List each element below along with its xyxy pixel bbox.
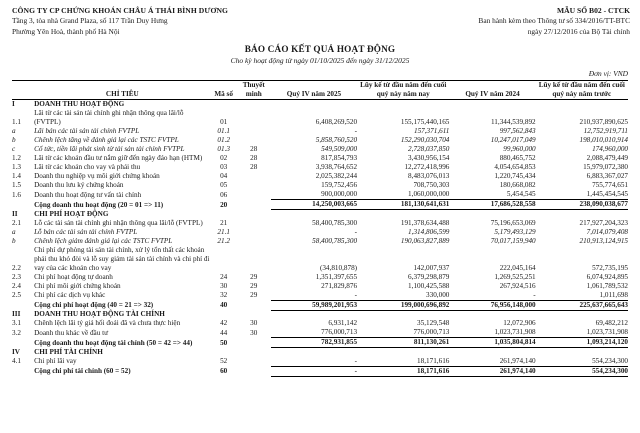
row-q4-current: 58,400,785,300: [312, 236, 358, 245]
row-ytd-prior: 572,735,195: [592, 263, 628, 272]
row-ytd-current: 18,171,616: [357, 366, 449, 376]
row-ytd-current: 191,378,634,488: [400, 218, 450, 227]
row-ytd-prior: 238,090,038,677: [536, 200, 628, 210]
row-indicator: Doanh thu nghiệp vụ môi giới chứng khoán: [34, 172, 160, 181]
row-q4-current: 271,829,876: [321, 281, 358, 290]
row-note: [237, 348, 271, 357]
table-row: [12, 246, 628, 273]
table-row: [12, 237, 628, 246]
row-q4-prior: 12,072,906: [503, 319, 536, 328]
row-ytd-current: [357, 210, 449, 219]
row-q4-current: 59,989,201,953: [271, 300, 357, 310]
table-row: [12, 190, 628, 200]
row-index: II: [12, 209, 18, 218]
row-q4-current: (34,810,878): [319, 263, 358, 272]
row-code: 52: [220, 357, 228, 366]
row-note: [237, 109, 271, 127]
company-block: [12, 6, 312, 37]
row-q4-current: 5,858,760,520: [315, 136, 358, 145]
row-note: [237, 338, 271, 348]
row-ytd-prior: 15,979,072,380: [583, 163, 628, 172]
row-indicator: DOANH THU HOẠT ĐỘNG: [34, 100, 125, 109]
row-ytd-current: 199,000,696,892: [357, 300, 449, 310]
row-index: IV: [12, 347, 20, 356]
row-ytd-prior: 210,937,890,625: [579, 118, 628, 127]
company-address-line-2: Phường Yên Hoà, thành phố Hà Nội: [12, 26, 120, 36]
row-ytd-prior: 554,234,300: [592, 356, 628, 365]
row-ytd-current: 8,483,076,013: [408, 172, 450, 181]
row-ytd-prior: [536, 100, 628, 110]
row-ytd-prior: 1,011,698: [599, 290, 628, 299]
row-indicator: Chi phí các dịch vụ khác: [34, 291, 106, 300]
currency-unit: Đơn vị: VND: [588, 68, 628, 78]
row-ytd-current: 2,728,037,850: [408, 145, 450, 154]
row-note: [237, 210, 271, 219]
table-row: [12, 291, 628, 301]
row-q4-prior: 261,974,140: [499, 356, 536, 365]
row-q4-current: 14,250,003,665: [271, 200, 357, 210]
row-q4-prior: [449, 310, 535, 319]
row-q4-prior: 267,924,516: [499, 281, 536, 290]
row-index: a: [12, 227, 16, 236]
row-note: [237, 100, 271, 110]
row-indicator: DOANH THU HOẠT ĐỘNG TÀI CHÍNH: [34, 310, 165, 319]
row-indicator: Chênh lệch lãi tỷ giá hối đoái đã và chưa thực hiện: [34, 319, 181, 328]
row-note: [237, 219, 271, 228]
row-ytd-current: 190,063,827,889: [400, 236, 450, 245]
row-q4-prior: 880,465,752: [499, 154, 536, 163]
row-code: 24: [220, 272, 228, 281]
row-code: [211, 310, 237, 319]
row-code: 03: [220, 163, 228, 172]
form-block: [340, 6, 630, 37]
row-q4-prior: 222,045,164: [499, 263, 536, 272]
row-q4-prior: 76,956,148,000: [449, 300, 535, 310]
table-row: [12, 210, 628, 219]
row-indicator: Chi phí môi giới chứng khoán: [34, 281, 121, 290]
row-q4-prior: 10,247,017,049: [490, 136, 536, 145]
row-q4-prior: 5,454,545: [506, 190, 536, 199]
row-ytd-prior: 1,061,789,532: [586, 281, 628, 290]
row-note: [237, 181, 271, 190]
table-header-row: [12, 80, 628, 99]
form-issued-circular: Ban hành kèm theo Thông tư số 334/2016/TT-BTC: [478, 16, 630, 26]
form-code: MẪU SỐ B02 - CTCK: [557, 6, 630, 15]
row-index: [12, 338, 34, 348]
row-ytd-prior: 210,913,124,915: [579, 236, 628, 245]
row-index: 2.4: [12, 281, 21, 290]
row-code: 30: [220, 281, 228, 290]
row-ytd-prior: 554,234,300: [536, 366, 628, 376]
row-ytd-current: 1,100,425,588: [408, 281, 450, 290]
row-note: 30: [250, 319, 258, 328]
row-index: a: [12, 127, 16, 136]
table-row: [12, 127, 628, 136]
row-code: 01.2: [217, 136, 230, 145]
row-ytd-prior: [536, 348, 628, 357]
row-indicator: Cộng doanh thu hoạt động (20 = 01 => 11): [34, 200, 164, 209]
row-index: 2.1: [12, 218, 21, 227]
row-ytd-prior: 6,074,924,895: [586, 272, 628, 281]
row-ytd-prior: 217,927,204,323: [579, 218, 628, 227]
row-note: [237, 190, 271, 200]
row-code: 50: [220, 338, 228, 347]
row-ytd-prior: [536, 210, 628, 219]
table-row: [12, 273, 628, 282]
row-ytd-current: 155,175,440,165: [400, 118, 450, 127]
row-q4-prior: 1,023,731,908: [494, 328, 536, 337]
row-index: 2.2: [12, 263, 21, 272]
row-indicator: Doanh thu hoạt động tư vấn tài chính: [34, 190, 142, 199]
table-row: [12, 338, 628, 348]
row-note: [237, 228, 271, 237]
row-q4-prior: 17,686,528,558: [449, 200, 535, 210]
row-q4-current: 3,938,764,652: [315, 163, 358, 172]
table-body: [12, 100, 628, 377]
table-row: [12, 282, 628, 291]
col-q4-current: Quý IV năm 2025: [271, 80, 357, 99]
row-index: [12, 300, 34, 310]
row-index: 1.1: [12, 118, 21, 127]
row-indicator: Lãi từ các khoản đầu tư nắm giữ đến ngày đáo hạn (HTM): [34, 154, 203, 163]
row-q4-current: 6,408,269,520: [315, 118, 358, 127]
report-period: Cho kỳ hoạt động từ ngày 01/10/2025 đến ngày 31/12/2025: [230, 55, 410, 65]
row-indicator: Cộng chi phí hoạt động (40 = 21 => 32): [34, 301, 154, 310]
row-index: 3.1: [12, 319, 21, 328]
row-ytd-current: [357, 100, 449, 110]
row-q4-prior: 99,960,000: [503, 145, 536, 154]
row-code: 01.3: [217, 145, 230, 154]
row-index: 1.2: [12, 154, 21, 163]
row-q4-prior: 261,974,140: [449, 366, 535, 376]
row-ytd-current: 152,290,030,704: [400, 136, 450, 145]
row-indicator: CHI PHÍ TÀI CHÍNH: [34, 347, 103, 356]
row-indicator: Cộng chi phí tài chính (60 = 52): [34, 367, 131, 376]
row-index: 2.5: [12, 291, 21, 300]
row-code: 02: [220, 154, 228, 163]
company-name: CÔNG TY CP CHỨNG KHOÁN CHÂU Á THÁI BÌNH DƯƠNG: [12, 6, 228, 15]
row-code: 21.2: [217, 236, 230, 245]
row-index: b: [12, 236, 16, 245]
col-code: Mã số: [211, 80, 237, 99]
title-block: [0, 44, 640, 65]
row-note: 29: [250, 291, 258, 300]
row-q4-prior: [449, 100, 535, 110]
table-row: [12, 366, 628, 376]
row-ytd-current: 181,130,641,631: [357, 200, 449, 210]
row-q4-current: 1,351,397,655: [315, 272, 358, 281]
row-q4-current: -: [354, 356, 358, 365]
row-indicator: Cộng doanh thu hoạt động tài chính (50 = 42 => 44): [34, 338, 193, 347]
row-indicator: Lỗ các tài sản tài chính ghi nhận thông qua lãi/lỗ (FVTPL): [34, 218, 203, 227]
company-address-line-1: Tầng 3, tòa nhà Grand Plaza, số 117 Trần Duy Hưng: [12, 16, 168, 26]
row-ytd-current: [357, 310, 449, 319]
row-indicator: Chênh lệch giảm đánh giá lại các TSTC FVTPL: [34, 236, 173, 245]
row-q4-current: 782,931,855: [271, 338, 357, 348]
row-note: 29: [250, 281, 258, 290]
row-indicator: Lãi từ các khoản cho vay và phải thu: [34, 163, 141, 172]
row-q4-current: 159,752,456: [321, 181, 358, 190]
row-ytd-prior: 7,014,079,408: [586, 227, 628, 236]
row-ytd-current: 330,000: [426, 290, 450, 299]
row-ytd-current: 3,430,956,154: [408, 154, 450, 163]
row-ytd-prior: 69,482,212: [595, 319, 628, 328]
row-note: 28: [250, 145, 258, 154]
row-index: I: [12, 100, 15, 109]
document-header: [0, 0, 640, 37]
row-q4-current: [271, 348, 357, 357]
row-ytd-current: 18,171,616: [417, 356, 450, 365]
col-indicator: CHỈ TIÊU: [34, 80, 211, 99]
row-ytd-prior: 174,960,000: [592, 145, 628, 154]
row-index: 1.6: [12, 190, 21, 199]
row-ytd-current: 12,272,418,996: [404, 163, 450, 172]
row-q4-current: 58,400,785,300: [312, 218, 358, 227]
row-ytd-prior: 198,010,010,914: [579, 136, 628, 145]
row-code: 05: [220, 181, 228, 190]
table-row: [12, 172, 628, 181]
row-ytd-prior: [536, 310, 628, 319]
row-ytd-current: 1,060,000,000: [408, 190, 450, 199]
row-code: 21.1: [217, 227, 230, 236]
col-ytd-current: Lũy kế từ đầu năm đến cuối quý này năm nay: [357, 80, 449, 99]
row-indicator: Cổ tức, tiền lãi phát sinh từ tài sản tài chính FVTPL: [34, 145, 185, 154]
table-row: [12, 300, 628, 310]
row-q4-prior: 180,668,082: [499, 181, 536, 190]
table-row: [12, 100, 628, 110]
row-q4-prior: 70,017,159,940: [490, 236, 536, 245]
row-q4-current: 900,000,000: [321, 190, 358, 199]
row-indicator: CHI PHÍ HOẠT ĐỘNG: [34, 209, 109, 218]
row-note: 30: [250, 328, 258, 337]
row-code: 04: [220, 172, 228, 181]
row-q4-current: [271, 210, 357, 219]
row-index: III: [12, 310, 21, 319]
row-ytd-current: 776,000,713: [413, 328, 450, 337]
row-note: [237, 136, 271, 145]
row-q4-current: 2,025,382,244: [315, 172, 358, 181]
row-note: 28: [250, 163, 258, 172]
row-index: 1.3: [12, 163, 21, 172]
row-code: 01: [220, 118, 228, 127]
table-row: [12, 328, 628, 338]
row-code: 01.1: [217, 127, 230, 136]
row-code: 06: [220, 190, 228, 199]
row-ytd-current: 708,750,303: [413, 181, 450, 190]
row-q4-prior: 4,054,654,853: [494, 163, 536, 172]
row-indicator: Doanh thu khác về đầu tư: [34, 328, 109, 337]
row-note: 29: [250, 272, 258, 281]
row-ytd-current: 811,130,261: [357, 338, 449, 348]
col-note: Thuyết minh: [237, 80, 271, 99]
row-q4-current: -: [354, 290, 358, 299]
row-note: [237, 127, 271, 136]
row-note: [237, 300, 271, 310]
row-ytd-current: 1,314,806,599: [408, 227, 450, 236]
row-code: 20: [220, 200, 228, 209]
row-indicator: Chênh lệch tăng về đánh giá lại các TSTC FVTPL: [34, 136, 179, 145]
page-title: BÁO CÁO KẾT QUẢ HOẠT ĐỘNG: [244, 43, 396, 54]
row-code: 40: [220, 301, 228, 310]
row-code: [211, 210, 237, 219]
row-code: 44: [220, 328, 228, 337]
financial-results-table: [12, 80, 628, 377]
row-code: [211, 246, 237, 273]
row-q4-prior: 1,035,804,814: [449, 338, 535, 348]
row-ytd-prior: 755,774,651: [592, 181, 628, 190]
table-row: [12, 348, 628, 357]
row-q4-prior: -: [533, 290, 536, 299]
table-row: [12, 136, 628, 145]
row-q4-current: 549,509,000: [321, 145, 358, 154]
col-q4-prior: Quý IV năm 2024: [449, 80, 535, 99]
row-indicator: Chi phí hoạt động tự doanh: [34, 272, 113, 281]
row-q4-current: 6,931,142: [328, 319, 358, 328]
row-q4-current: 817,854,793: [321, 154, 358, 163]
row-index: 1.4: [12, 172, 21, 181]
row-q4-current: [271, 100, 357, 110]
row-ytd-prior: 225,637,665,643: [536, 300, 628, 310]
row-q4-prior: 997,562,843: [499, 127, 536, 136]
row-note: [237, 237, 271, 246]
row-q4-current: -: [354, 227, 358, 236]
row-code: 42: [220, 319, 228, 328]
row-note: [237, 357, 271, 367]
row-index: b: [12, 136, 16, 145]
row-index: 4.1: [12, 357, 21, 366]
row-index: 2.3: [12, 272, 21, 281]
table-row: [12, 228, 628, 237]
table-row: [12, 219, 628, 228]
col-ytd-prior: Lũy kế từ đầu năm đến cuối quý này năm trước: [536, 80, 628, 99]
row-ytd-prior: 1,023,731,908: [586, 328, 628, 337]
row-code: [211, 348, 237, 357]
row-indicator: Lãi từ các tài sản tài chính ghi nhận thông qua lãi/lỗ (FVTPL): [34, 109, 184, 127]
table-row: [12, 163, 628, 172]
table-row: [12, 310, 628, 319]
table-row: [12, 181, 628, 190]
row-q4-current: -: [271, 366, 357, 376]
row-note: [237, 200, 271, 210]
row-note: [237, 366, 271, 376]
row-q4-current: [271, 310, 357, 319]
row-q4-prior: 1,269,525,251: [494, 272, 536, 281]
row-indicator: Lỗ bán các tài sản tài chính FVTPL: [34, 227, 138, 236]
row-ytd-prior: 1,093,214,120: [536, 338, 628, 348]
row-note: [237, 310, 271, 319]
table-row: [12, 200, 628, 210]
row-index: [12, 200, 34, 210]
row-code: 21: [220, 218, 228, 227]
row-ytd-current: 35,129,548: [417, 319, 450, 328]
row-q4-prior: 75,196,653,069: [490, 218, 536, 227]
row-indicator: Doanh thu lưu ký chứng khoán: [34, 181, 124, 190]
row-ytd-current: 142,007,937: [413, 263, 450, 272]
row-code: 32: [220, 291, 228, 300]
row-indicator: Chi phí lãi vay: [34, 357, 77, 366]
row-ytd-current: [357, 348, 449, 357]
row-q4-current: -: [354, 127, 358, 136]
table-row: [12, 319, 628, 328]
row-index: [12, 366, 34, 376]
row-note: [237, 246, 271, 273]
row-ytd-current: 157,371,611: [413, 127, 450, 136]
row-index: 1.5: [12, 181, 21, 190]
row-indicator: Chi phí dự phòng tài sản tài chính, xử lý tổn thất các khoản phải thu khó đòi và lỗ suy giảm tài sản tài chính và chi phí đi vay của các khoản cho vay: [34, 245, 210, 272]
row-ytd-prior: 12,752,919,711: [583, 127, 628, 136]
row-q4-prior: [449, 348, 535, 357]
table-row: [12, 145, 628, 154]
row-ytd-prior: 2,088,479,449: [586, 154, 628, 163]
row-q4-prior: 5,179,493,129: [494, 227, 536, 236]
row-code: 60: [220, 367, 228, 376]
row-ytd-prior: 6,883,367,027: [586, 172, 628, 181]
row-note: [237, 172, 271, 181]
row-note: 28: [250, 154, 258, 163]
row-q4-current: 776,000,713: [321, 328, 358, 337]
form-issued-date: ngày 27/12/2016 của Bộ Tài chính: [527, 26, 630, 36]
table-row: [12, 109, 628, 127]
row-index: 3.2: [12, 328, 21, 337]
col-index: [12, 80, 34, 99]
row-ytd-current: 6,379,298,879: [408, 272, 450, 281]
row-q4-prior: [449, 210, 535, 219]
table-row: [12, 154, 628, 163]
row-q4-prior: 1,220,745,434: [494, 172, 536, 181]
table-row: [12, 357, 628, 367]
row-q4-prior: 11,344,539,892: [490, 118, 536, 127]
row-indicator: Lãi bán các tài sản tài chính FVTPL: [34, 127, 140, 136]
row-ytd-prior: 1,445,454,545: [586, 190, 628, 199]
row-code: [211, 100, 237, 110]
row-index: c: [12, 145, 16, 154]
